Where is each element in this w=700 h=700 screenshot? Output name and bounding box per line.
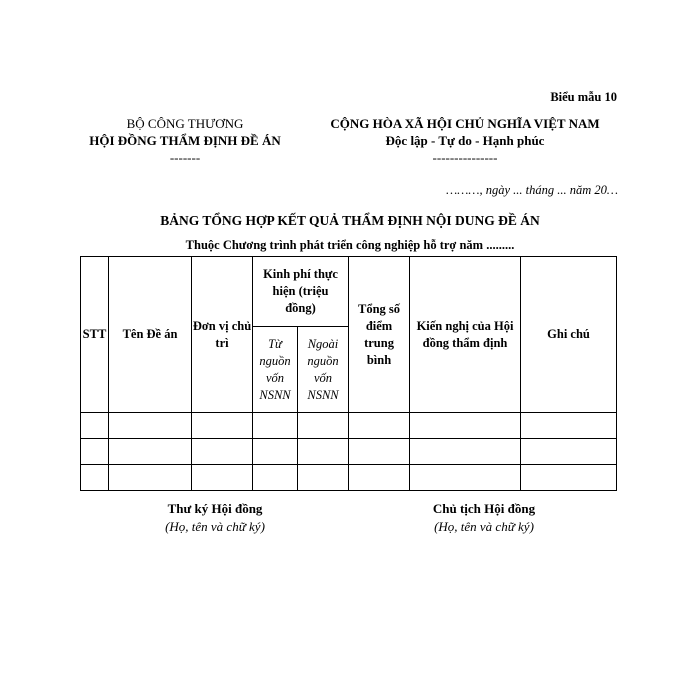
document-subtitle: Thuộc Chương trình phát triển công nghiệp hỗ trợ năm ......... — [185, 238, 515, 252]
right-header-rule: --------------- — [432, 150, 498, 165]
header-outside-state-budget: Ngoài nguồn vốn NSNN — [298, 327, 349, 413]
country-name: CỘNG HÒA XÃ HỘI CHỦ NGHĨA VIỆT NAM — [330, 116, 600, 131]
header-from-state-budget: Từ nguồn vốn NSNN — [253, 327, 298, 413]
chair-note: (Họ, tên và chữ ký) — [434, 519, 534, 534]
header-funding: Kinh phí thực hiện (triệu đồng) — [253, 257, 349, 327]
form-label: Biểu mẫu 10 — [550, 90, 617, 104]
header-avg-score: Tổng số điểm trung bình — [349, 257, 410, 413]
secretary-title: Thư ký Hội đồng — [167, 501, 263, 516]
national-motto: Độc lập - Tự do - Hạnh phúc — [385, 133, 545, 148]
document-title: BẢNG TỔNG HỢP KẾT QUẢ THẨM ĐỊNH NỘI DUNG ĐỀ ÁN — [160, 213, 540, 228]
table-row — [81, 465, 617, 491]
header-council-recommendation: Kiến nghị của Hội đồng thẩm định — [410, 257, 521, 413]
ministry-name: BỘ CÔNG THƯƠNG — [126, 116, 244, 131]
header-stt: STT — [81, 257, 109, 413]
secretary-signature — [115, 500, 315, 536]
table-row — [81, 413, 617, 439]
header-notes: Ghi chú — [521, 257, 617, 413]
header-project-name: Tên Đề án — [109, 257, 192, 413]
date-line: ………, ngày ... tháng ... năm 20… — [446, 183, 618, 197]
header-host-unit: Đơn vị chủ trì — [192, 257, 253, 413]
table-row — [81, 439, 617, 465]
secretary-note: (Họ, tên và chữ ký) — [165, 519, 265, 534]
right-header — [300, 115, 630, 166]
chair-title: Chủ tịch Hội đồng — [432, 501, 536, 516]
left-header-rule: ------- — [169, 150, 201, 165]
left-header — [80, 115, 290, 166]
results-table — [80, 256, 617, 491]
council-name: HỘI ĐỒNG THẨM ĐỊNH ĐỀ ÁN — [89, 133, 281, 148]
chair-signature — [384, 500, 584, 536]
